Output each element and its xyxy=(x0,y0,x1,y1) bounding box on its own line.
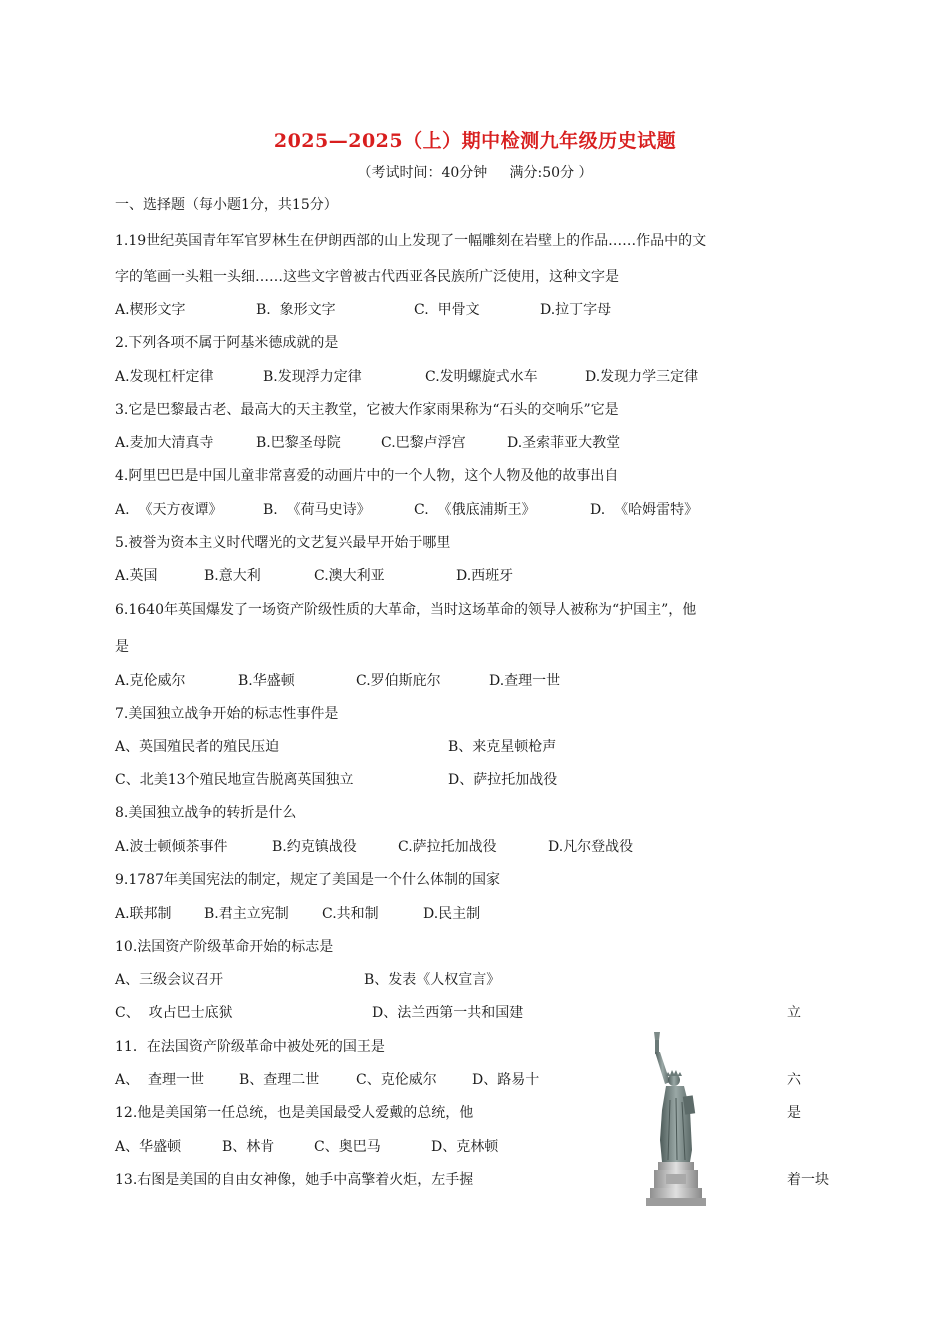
q11-option-d: D、路易十 xyxy=(472,1072,540,1088)
q1-option-d: D.拉丁字母 xyxy=(540,302,612,318)
q6-option-b: B.华盛顿 xyxy=(238,673,295,689)
q10-option-b: B、发表《人权宣言》 xyxy=(364,972,501,988)
q11-option-d-tail: 六 xyxy=(787,1072,801,1088)
section-heading: 一、选择题（每小题1分，共15分） xyxy=(115,197,338,213)
q9-option-c: C.共和制 xyxy=(322,906,379,922)
q2-option-d: D.发现力学三定律 xyxy=(585,369,699,385)
q5-option-b: B.意大利 xyxy=(204,568,261,584)
q9-option-b: B.君主立宪制 xyxy=(204,906,289,922)
q6-option-a: A.克伦威尔 xyxy=(115,673,186,689)
q4-option-c: C. 《俄底浦斯王》 xyxy=(414,502,536,518)
q10-option-d-tail: 立 xyxy=(787,1005,801,1021)
q7-option-c: C、北美13个殖民地宣告脱离英国独立 xyxy=(115,772,354,788)
q4-option-d: D. 《哈姆雷特》 xyxy=(590,502,699,518)
q2-option-b: B.发现浮力定律 xyxy=(263,369,362,385)
question-2: 2.下列各项不属于阿基米德成就的是 xyxy=(115,335,339,351)
q3-option-d: D.圣索菲亚大教堂 xyxy=(507,435,621,451)
q6-option-c: C.罗伯斯庇尔 xyxy=(356,673,441,689)
question-6-line-2: 是 xyxy=(115,639,129,655)
question-12: 12.他是美国第一任总统，也是美国最受人爱戴的总统，他 xyxy=(115,1105,474,1121)
question-5: 5.被誉为资本主义时代曙光的文艺复兴最早开始于哪里 xyxy=(115,535,451,551)
question-8: 8.美国独立战争的转折是什么 xyxy=(115,805,297,821)
q12-option-b: B、林肯 xyxy=(222,1139,275,1155)
q5-option-d: D.西班牙 xyxy=(456,568,514,584)
q8-option-a: A.波士顿倾茶事件 xyxy=(115,839,228,855)
q11-option-a: A、 查理一世 xyxy=(115,1072,205,1088)
q11-option-c: C、克伦威尔 xyxy=(356,1072,437,1088)
statue-of-liberty-image xyxy=(640,1030,720,1208)
q2-option-a: A.发现杠杆定律 xyxy=(115,369,214,385)
q12-option-a: A、华盛顿 xyxy=(115,1139,182,1155)
question-7: 7.美国独立战争开始的标志性事件是 xyxy=(115,706,339,722)
q1-option-a: A.楔形文字 xyxy=(115,302,186,318)
q5-option-a: A.英国 xyxy=(115,568,158,584)
question-9: 9.1787年美国宪法的制定，规定了美国是一个什么体制的国家 xyxy=(115,872,500,888)
question-4: 4.阿里巴巴是中国儿童非常喜爱的动画片中的一个人物，这个人物及他的故事出自 xyxy=(115,468,619,484)
question-1-line-2: 字的笔画一头粗一头细……这些文字曾被古代西亚各民族所广泛使用，这种文字是 xyxy=(115,269,619,285)
q3-option-a: A.麦加大清真寺 xyxy=(115,435,214,451)
q8-option-b: B.约克镇战役 xyxy=(272,839,357,855)
q4-option-b: B. 《荷马史诗》 xyxy=(263,502,371,518)
q10-option-d: D、法兰西第一共和国建 xyxy=(372,1005,524,1021)
q3-option-c: C.巴黎卢浮宫 xyxy=(381,435,466,451)
question-3: 3.它是巴黎最古老、最高大的天主教堂，它被大作家雨果称为“石头的交响乐”它是 xyxy=(115,402,619,418)
q5-option-c: C.澳大利亚 xyxy=(314,568,385,584)
q4-option-a: A. 《天方夜谭》 xyxy=(115,502,223,518)
q6-option-d: D.查理一世 xyxy=(489,673,561,689)
q7-option-b: B、来克星顿枪声 xyxy=(448,739,557,755)
q11-option-b: B、查理二世 xyxy=(239,1072,320,1088)
q10-option-c: C、 攻占巴士底狱 xyxy=(115,1005,233,1021)
q8-option-c: C.萨拉托加战役 xyxy=(398,839,497,855)
q12-option-c: C、奥巴马 xyxy=(314,1139,381,1155)
question-13: 13.右图是美国的自由女神像，她手中高擎着火炬，左手握 xyxy=(115,1172,474,1188)
q9-option-a: A.联邦制 xyxy=(115,906,172,922)
exam-title: 2025—2025（上）期中检测九年级历史试题 xyxy=(273,130,677,152)
q7-option-d: D、萨拉托加战役 xyxy=(448,772,558,788)
q2-option-c: C.发明螺旋式水车 xyxy=(425,369,538,385)
q1-option-c: C. 甲骨文 xyxy=(414,302,480,318)
q3-option-b: B.巴黎圣母院 xyxy=(256,435,341,451)
question-11: 11．在法国资产阶级革命中被处死的国王是 xyxy=(115,1039,385,1055)
q8-option-d: D.凡尔登战役 xyxy=(548,839,634,855)
question-12-tail: 是 xyxy=(787,1105,801,1121)
exam-subtitle: （考试时间：40分钟 满分:50分 ） xyxy=(357,165,593,181)
q7-option-a: A、英国殖民者的殖民压迫 xyxy=(115,739,280,755)
question-1-line-1: 1.19世纪英国青年军官罗林生在伊朗西部的山上发现了一幅雕刻在岩壁上的作品……作品中的文 xyxy=(115,233,707,249)
q9-option-d: D.民主制 xyxy=(423,906,481,922)
q12-option-d: D、克林顿 xyxy=(431,1139,499,1155)
q1-option-b: B. 象形文字 xyxy=(256,302,336,318)
question-10: 10.法国资产阶级革命开始的标志是 xyxy=(115,939,334,955)
question-13-tail: 着一块 xyxy=(787,1172,829,1188)
question-6-line-1: 6.1640年英国爆发了一场资产阶级性质的大革命，当时这场革命的领导人被称为“护国主”，他 xyxy=(115,602,697,618)
q10-option-a: A、三级会议召开 xyxy=(115,972,224,988)
